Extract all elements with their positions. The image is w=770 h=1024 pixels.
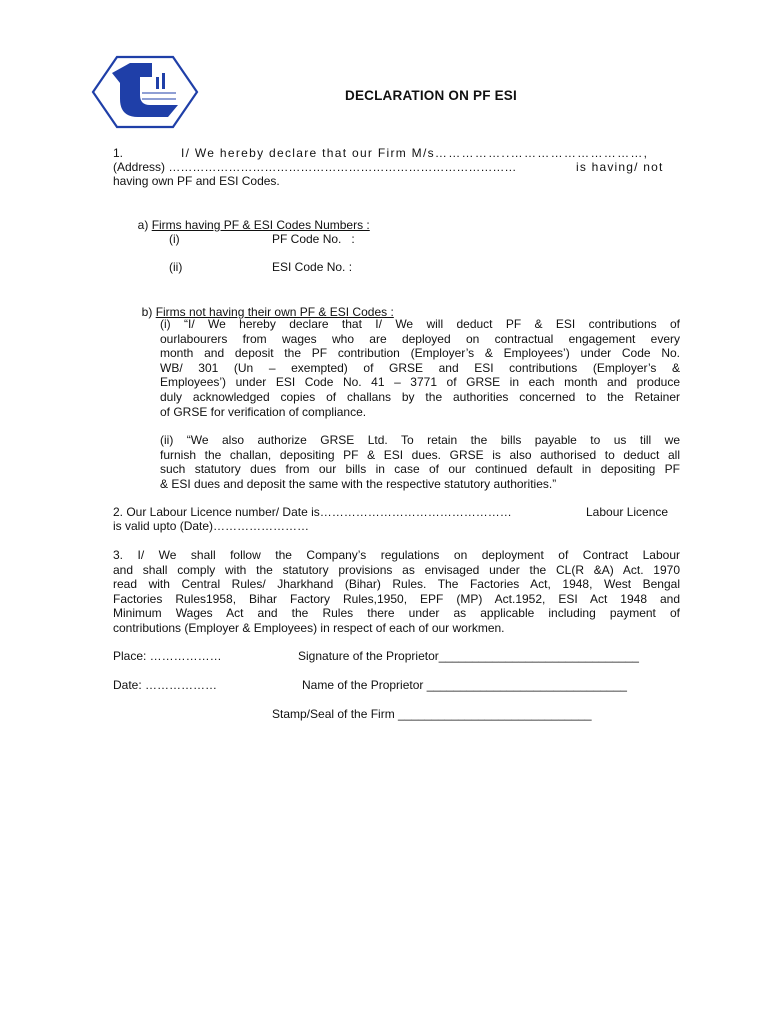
section-b-item-2: (ii) “We also authorize GRSE Ltd. To retain the bills payable to us till we furnish the challan, depositing PF & ESI dues. GRSE is also authorised to deduct all such statutory dues from our bills in case of our continued default in depositing PF & ESI dues and deposit the same with the respective statutory authorities.” <box>160 433 680 491</box>
para3-block: 3. I/ We shall follow the Company’s regulations on deployment of Contract Labour and shall comply with the statutory provisions as envisaged under the CL(R &A) Act. 1970 read with Central Rules/ Jharkhand (Bihar) Rules. The Factories Act, 1948, West Bengal Factories Rules1958, Bihar Factory Rules,1950, EPF (MP) Act.1952, ESI Act 1948 and Minimum Wages Act and the Rules there under as applicable including payment of contributions (Employer & Employees) in respect of each of our workmen. <box>113 548 680 635</box>
page-title: DECLARATION ON PF ESI <box>345 88 517 103</box>
pf-code-num: (i) <box>169 232 180 246</box>
section-a-title: Firms having PF & ESI Codes Numbers : <box>151 217 370 232</box>
section-b-title: Firms not having their own PF & ESI Codes : <box>155 304 394 319</box>
esi-code-label: ESI Code No. : <box>272 260 353 274</box>
section-b-item-1: (i) “I/ We hereby declare that I/ We will deduct PF & ESI contributions of ourlabourers from wages who are deployed on contractual engagement every month and deposit the PF contribution (Employer’s & Employees’) under Code No. WB/ 301 (Un – exempted) of GRSE and ESI contributions (Employer’s & Employees’) under ESI Code No. 41 – 3771 of GRSE in each month and produce duly acknowledged copies of challans by the authorities concerned to the Retainer of GRSE for verification of compliance. <box>160 317 680 419</box>
section-a-heading <box>131 203 370 232</box>
para2-line2: is valid upto (Date)…………………… <box>113 519 310 533</box>
date-field: Date: ……………… <box>113 678 218 692</box>
para1-line3: having own PF and ESI Codes. <box>113 174 280 188</box>
para1-number: 1. <box>113 146 124 160</box>
stamp-seal-field: Stamp/Seal of the Firm _____________________________ <box>272 707 592 721</box>
pf-code-label: PF Code No. : <box>272 232 355 246</box>
section-a-label: a) <box>137 217 152 232</box>
para2-line1: 2. Our Labour Licence number/ Date is………………………………………… <box>113 505 512 519</box>
para1-line1: I/ We hereby declare that our Firm M/s……………..…………………………, <box>181 146 649 160</box>
signature-field: Signature of the Proprietor______________________________ <box>298 649 639 663</box>
section-b-label: b) <box>141 304 156 319</box>
para2-labour-licence: Labour Licence <box>586 505 669 519</box>
place-field: Place: ……………… <box>113 649 222 663</box>
proprietor-name-field: Name of the Proprietor ______________________________ <box>302 678 627 692</box>
para1-address: (Address) …………………………………………………………………………… <box>113 160 517 174</box>
company-logo <box>90 55 200 130</box>
section-b-heading <box>135 290 394 319</box>
esi-code-num: (ii) <box>169 260 183 274</box>
para1-having: is having/ not <box>576 160 664 174</box>
logo-emblem-icon <box>90 55 200 130</box>
